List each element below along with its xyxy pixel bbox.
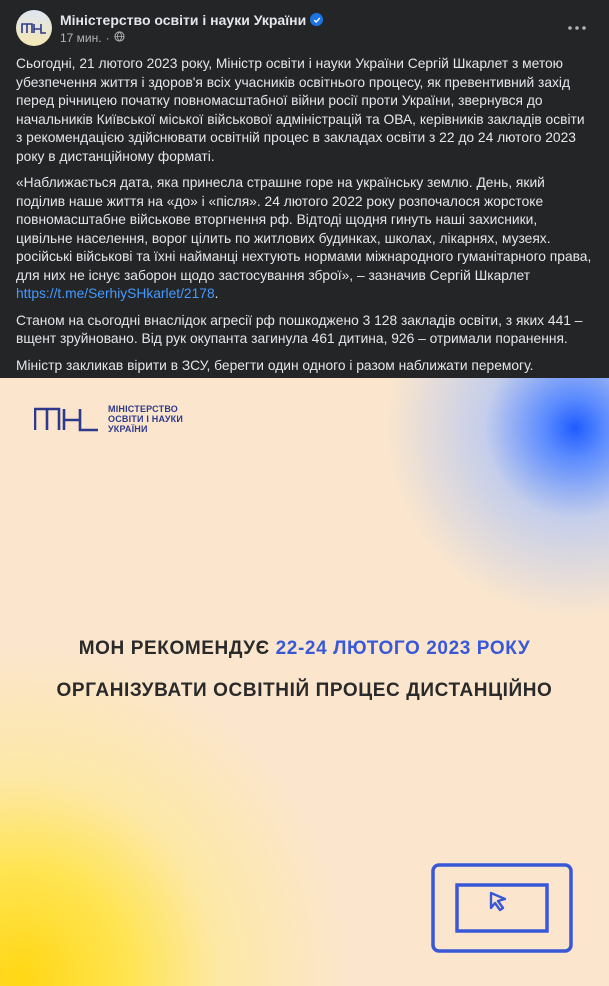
headline-remote-learning: ОРГАНІЗУВАТИ ОСВІТНІЙ ПРОЦЕС ДИСТАНЦІЙНО	[56, 680, 553, 701]
logo-text	[108, 404, 183, 434]
post-timestamp[interactable]: 17 мин.	[60, 30, 102, 45]
post-paragraph-quote	[16, 174, 594, 304]
page-avatar[interactable]	[16, 10, 52, 46]
post-image[interactable]	[0, 378, 609, 986]
headline-recommendation	[0, 638, 609, 660]
post-meta	[60, 30, 323, 46]
more-options-icon[interactable]	[563, 14, 591, 42]
post-header-text	[60, 11, 323, 46]
post-body	[16, 55, 594, 410]
mon-logo	[34, 403, 183, 435]
telegram-link[interactable]: https://t.me/SerhiySHkarlet/2178	[16, 286, 215, 301]
post-paragraph: Міністр закликав вірити в ЗСУ, берегти один одного і разом наближати перемогу.	[16, 357, 534, 373]
logo-line: ОСВІТИ І НАУКИ	[108, 414, 183, 424]
post-paragraph: Сьогодні, 21 лютого 2023 року, Міністр освіти і науки України Сергій Шкарлет з метою убезпечення життя і здоров'я всіх учасників освітнього процесу, як превентивний захід перед річницею початку повномасштабної війни росії проти України, звернувся до начальників Київської міської військової адміністрацій та ОВА, керівників закладів освіти з рекомендацією здійснювати освітній процес в закладах освіти з 22 до 24 лютого 2023 року в дистанційному форматі.	[16, 56, 585, 164]
page-name-row	[60, 11, 323, 29]
globe-icon	[114, 30, 125, 46]
meta-separator: ·	[105, 30, 110, 45]
page-name[interactable]: Міністерство освіти і науки України	[60, 11, 307, 28]
headline-prefix: МОН РЕКОМЕНДУЄ	[78, 638, 276, 659]
post-paragraph: Станом на сьогодні внаслідок агресії рф пошкоджено 3 128 закладів освіти, з яких 441 – вщент зруйновано. Від рук окупанта загинула 461 дитина, 926 – отримали поранення.	[16, 312, 583, 346]
verified-badge-icon	[310, 13, 323, 26]
link-suffix: .	[214, 286, 219, 301]
screen-cursor-icon	[431, 863, 573, 953]
logo-line: УКРАЇНИ	[108, 424, 148, 434]
headline-dates: 22-24 ЛЮТОГО 2023 РОКУ	[275, 638, 531, 659]
quote-text: «Наближається дата, яка принесла страшне горе на українську землю. День, який поділив наше життя на «до» і «після». 24 лютого 2022 року розпочалося жорстоке повномасштабне військове вторгнення рф. Відтоді щодня гинуть наші захисники, цивільне населення, ворог цілить по житлових будинках, школах, лікарнях, музеях. російські військові та їхні найманці нехтують нормами міжнародного гуманітарного права, для них не існує заборон щодо застосування зброї», – зазначив Сергій Шкарлет	[16, 175, 592, 283]
post-header	[16, 10, 593, 46]
mon-avatar-icon	[21, 21, 47, 35]
mon-logo-icon	[34, 403, 100, 435]
logo-line: МІНІСТЕРСТВО	[108, 404, 179, 414]
